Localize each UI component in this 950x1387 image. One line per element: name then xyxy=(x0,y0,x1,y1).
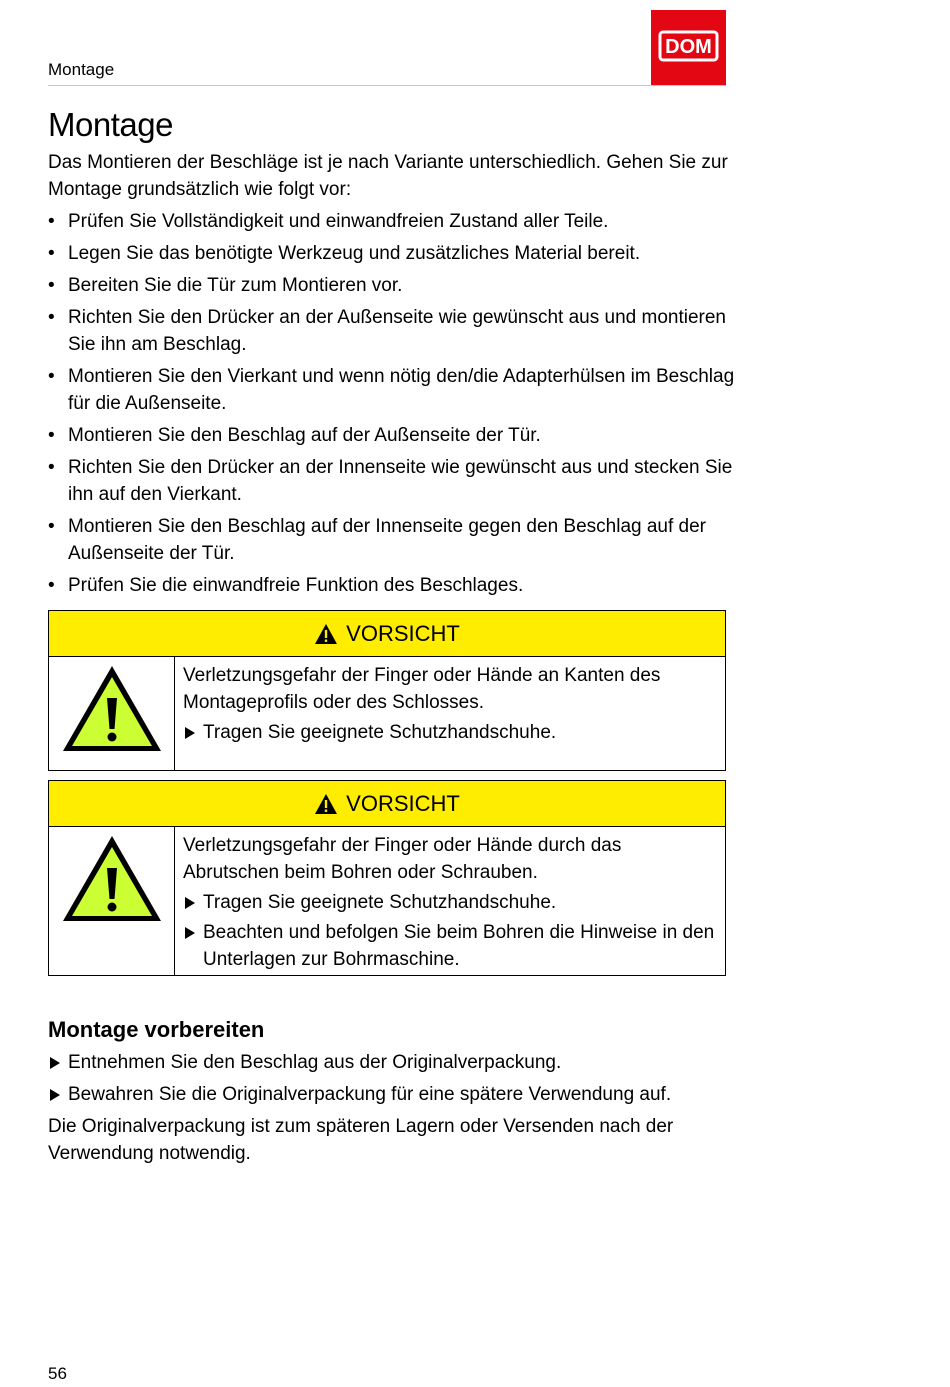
action-item: Bewahren Sie die Originalverpackung für eine spätere Verwendung auf. xyxy=(48,1081,738,1108)
action-item: Beachten und befolgen Sie beim Bohren die Hinweise in den Unterlagen zur Bohrmaschine. xyxy=(183,919,715,973)
hazard-sign-icon xyxy=(49,827,175,975)
procedure-list xyxy=(48,208,738,604)
note-paragraph: Die Originalverpackung ist zum späteren Lagern oder Versenden nach der Verwendung notwendig. xyxy=(48,1116,674,1164)
action-item: Tragen Sie geeignete Schutzhandschuhe. xyxy=(183,889,715,916)
header-divider xyxy=(48,85,726,86)
list-item: • Prüfen Sie Vollständigkeit und einwandfreien Zustand aller Teile. xyxy=(48,208,738,235)
caution-header xyxy=(49,781,725,827)
caution-box xyxy=(48,610,726,771)
list-item: • Legen Sie das benötigte Werkzeug und zusätzliches Material bereit. xyxy=(48,240,738,267)
action-item: Tragen Sie geeignete Schutzhandschuhe. xyxy=(183,719,715,746)
list-item: • Montieren Sie den Vierkant und wenn nötig den/die Adapterhülsen im Beschlag für die Außenseite. xyxy=(48,363,738,417)
list-item: • Richten Sie den Drücker an der Innenseite wie gewünscht aus und stecken Sie ihn auf den Vierkant. xyxy=(48,454,738,508)
warning-triangle-icon xyxy=(314,623,338,645)
prep-actions xyxy=(48,1049,738,1113)
list-item: • Montieren Sie den Beschlag auf der Innenseite gegen den Beschlag auf der Außenseite der Tür. xyxy=(48,513,738,567)
intro-paragraph: Das Montieren der Beschläge ist je nach Variante unterschiedlich. Gehen Sie zur Montage grundsätzlich wie folgt vor: xyxy=(48,152,728,200)
caution-label: VORSICHT xyxy=(346,620,460,646)
section-heading: Montage vorbereiten xyxy=(48,1017,265,1042)
svg-text:DOM: DOM xyxy=(665,36,712,58)
caution-text: Verletzungsgefahr der Finger oder Hände durch das Abrutschen beim Bohren oder Schrauben. xyxy=(183,835,622,883)
caution-label: VORSICHT xyxy=(346,790,460,816)
page-title: Montage xyxy=(48,106,173,143)
dom-logo xyxy=(651,10,726,85)
list-item: • Richten Sie den Drücker an der Außenseite wie gewünscht aus und montieren Sie ihn am Beschlag. xyxy=(48,304,738,358)
caution-header xyxy=(49,611,725,657)
caution-text: Verletzungsgefahr der Finger oder Hände an Kanten des Montageprofils oder des Schlosses. xyxy=(183,665,661,713)
list-item: • Prüfen Sie die einwandfreie Funktion des Beschlages. xyxy=(48,572,738,599)
caution-box xyxy=(48,780,726,976)
running-header: Montage xyxy=(48,60,115,79)
warning-triangle-icon xyxy=(314,793,338,815)
hazard-sign-icon xyxy=(49,657,175,770)
list-item: • Montieren Sie den Beschlag auf der Außenseite der Tür. xyxy=(48,422,738,449)
list-item: • Bereiten Sie die Tür zum Montieren vor. xyxy=(48,272,738,299)
page-number: 56 xyxy=(48,1364,67,1383)
action-item: Entnehmen Sie den Beschlag aus der Originalverpackung. xyxy=(48,1049,738,1076)
